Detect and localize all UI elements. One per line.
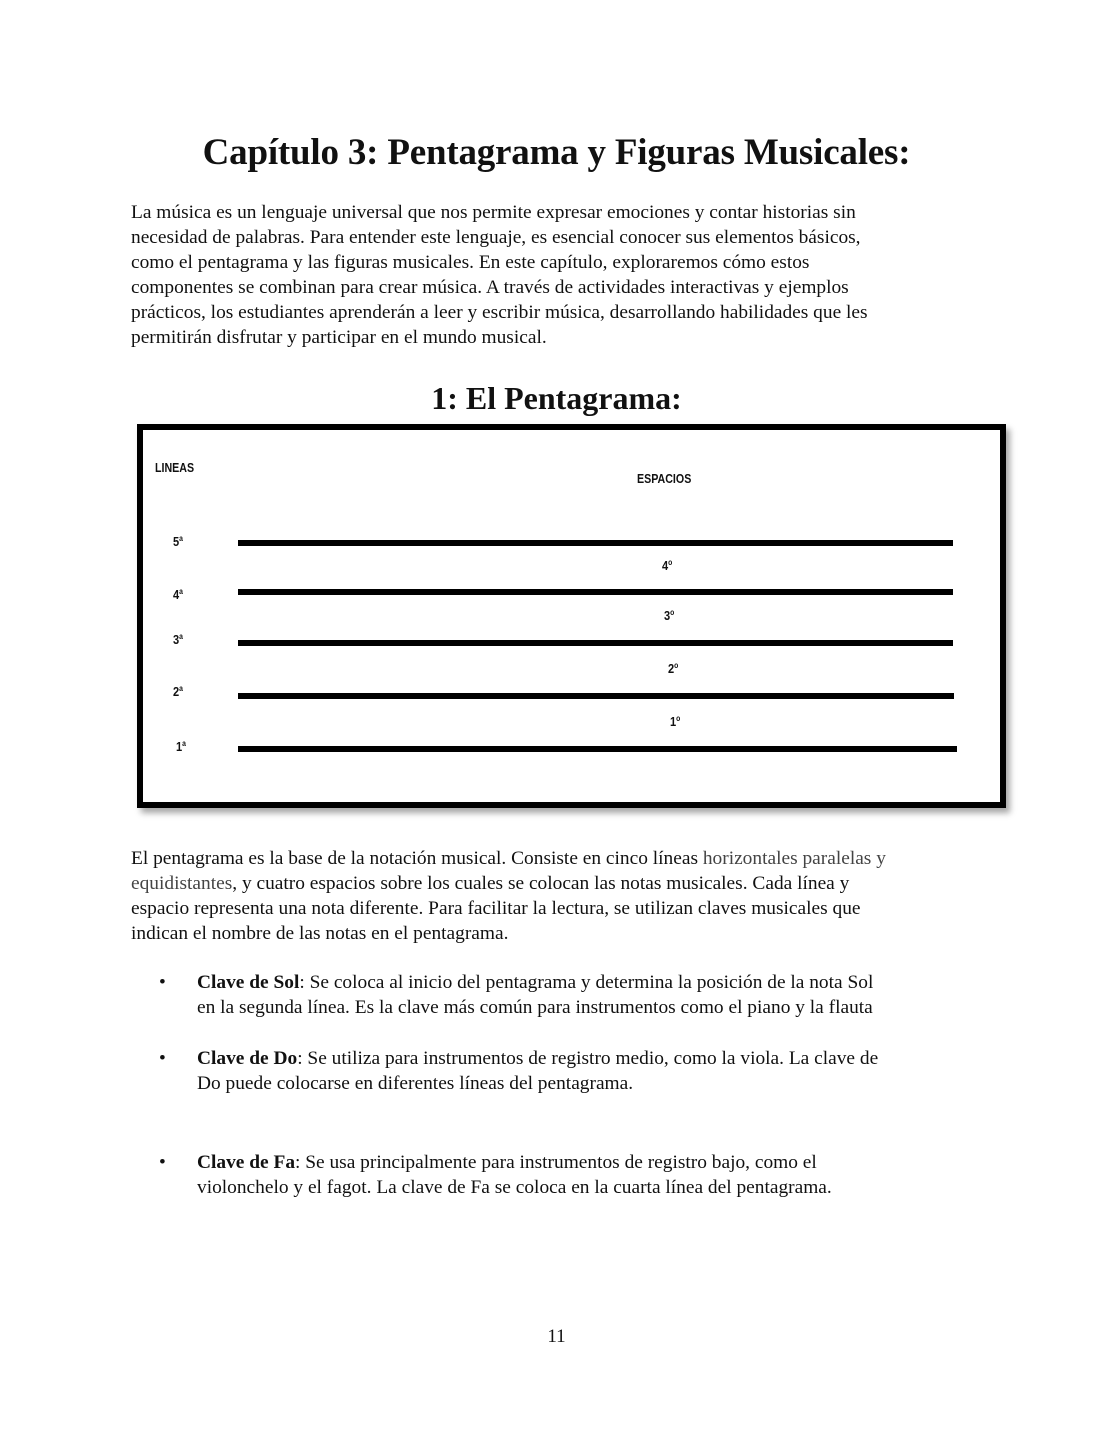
line-label-3: 3$^a$ xyxy=(173,632,183,647)
space-label-4: 4$^o$ xyxy=(662,558,673,573)
intro-line: prácticos, los estudiantes aprenderán a leer y escribir música, desarrollando habilidades que les xyxy=(131,302,868,323)
staff-paragraph xyxy=(131,846,991,946)
bullet-icon: • xyxy=(159,1152,166,1173)
paragraph-line: equidistantes, y cuatro espacios sobre los cuales se colocan las notas musicales. Cada línea y xyxy=(131,873,850,894)
intro-paragraph xyxy=(131,200,981,350)
page-number: 11 xyxy=(547,1326,566,1347)
intro-line: necesidad de palabras. Para entender este lenguaje, es esencial conocer sus elementos básicos, xyxy=(131,227,861,248)
space-label-2: 2$^o$ xyxy=(668,661,679,676)
staff-line-2 xyxy=(238,693,954,699)
line-label-1: 1$^a$ xyxy=(176,739,186,754)
staff-line-5 xyxy=(238,540,953,546)
staff-line-4 xyxy=(238,589,953,595)
clef-name: Clave de Sol xyxy=(197,972,300,993)
intro-line: componentes se combinan para crear música. A través de actividades interactivas y ejemplos xyxy=(131,277,849,298)
line-label-5: 5$^a$ xyxy=(173,534,183,549)
intro-line: permitirán disfrutar y participar en el mundo musical. xyxy=(131,327,547,348)
intro-line: La música es un lenguaje universal que nos permite expresar emociones y contar historias sin xyxy=(131,202,856,223)
staff-line-1 xyxy=(238,746,957,752)
section-title: 1: El Pentagrama: xyxy=(431,380,682,416)
staff-line-3 xyxy=(238,640,953,646)
clef-name: Clave de Do xyxy=(197,1048,298,1069)
line-label-2: 2$^a$ xyxy=(173,684,183,699)
lines-header: LINEAS xyxy=(155,460,195,475)
chapter-title: Capítulo 3: Pentagrama y Figuras Musicales: xyxy=(202,132,911,173)
line-label-4: 4$^a$ xyxy=(173,587,183,602)
intro-line: como el pentagrama y las figuras musicales. En este capítulo, exploraremos cómo estos xyxy=(131,252,810,273)
space-label-1: 1$^o$ xyxy=(670,714,681,729)
paragraph-line: El pentagrama es la base de la notación musical. Consiste en cinco líneas horizontales paralelas y xyxy=(131,848,886,869)
space-label-3: 3$^o$ xyxy=(664,608,675,623)
staff-diagram xyxy=(137,424,1006,808)
paragraph-line: espacio representa una nota diferente. Para facilitar la lectura, se utilizan claves musicales que xyxy=(131,898,861,919)
paragraph-line: indican el nombre de las notas en el pentagrama. xyxy=(131,923,509,944)
clef-name: Clave de Fa xyxy=(197,1152,296,1173)
bullet-icon: • xyxy=(159,972,166,993)
spaces-header: ESPACIOS xyxy=(637,471,692,486)
bullet-icon: • xyxy=(159,1048,166,1069)
